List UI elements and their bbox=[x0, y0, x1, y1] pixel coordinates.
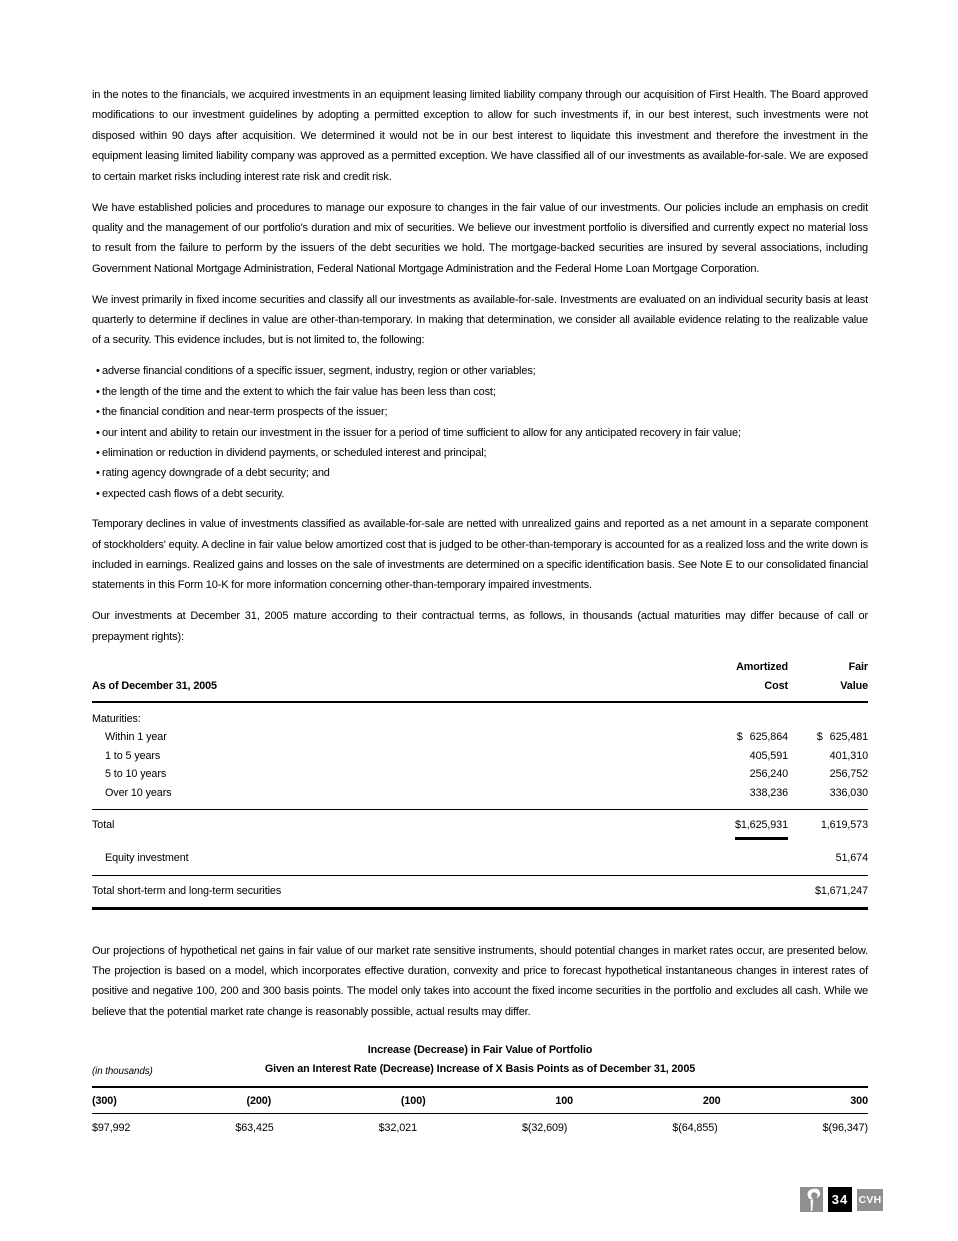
body-paragraph: Our projections of hypothetical net gains in fair value of our market rate sensitive instruments, should potential changes in market rates occur, are presented below. The projection is based on a model, which incorporates effective duration, convexity and price to forecast hypothetical instantaneous changes in interest rates of positive and negative 100, 200 and 300 basis points. The model only takes into account the fixed income securities in the portfolio and excludes all cash. While we believe that the potential market rate change is reasonably possible, actual results may differ. bbox=[92, 944, 868, 1018]
row-label: Over 10 years bbox=[105, 787, 172, 800]
table-row-header: As of December 31, 2005 bbox=[92, 679, 217, 692]
column-header: (100) bbox=[400, 1095, 426, 1108]
cell-value: 256,752 bbox=[829, 768, 868, 781]
bullet-glyph: • bbox=[96, 447, 100, 459]
column-header-amortized: Amortized bbox=[736, 660, 788, 673]
bullet-glyph: • bbox=[96, 406, 100, 419]
body-paragraph: We have established policies and procedures to manage our exposure to changes in the fair value of our investments. Our policies include an emphasis on credit quality and the management of our portfolio's duration and mix of securities. We believe our investment portfolio is diversified and currently expect no material loss to result from the failure to perform by the issuers of the debt securities we hold. The mortgage-backed securities are insured by several associations, including Government National Mortgage Administration, Federal National Mortgage Administration and the Federal Home Loan Mortgage Corporation. bbox=[92, 201, 868, 275]
bullet-item bbox=[92, 382, 868, 402]
table-title: Increase (Decrease) in Fair Value of Portfolio bbox=[367, 1044, 593, 1057]
column-header: 300 bbox=[850, 1095, 868, 1108]
table-row bbox=[92, 784, 868, 809]
page-number-badge: 34 bbox=[828, 1187, 852, 1212]
cell-value: 405,591 bbox=[749, 749, 788, 762]
table-bottom-rule bbox=[92, 907, 868, 910]
cell-value: $(96,347) bbox=[822, 1122, 868, 1135]
body-paragraph: Temporary declines in value of investments classified as available-for-sale are netted with unrealized gains and reported as a net amount in a separate component of stockholders' equity. A decline in fair value below amortized cost that is judged to be other-than-temporary is accounted for as a realized loss and the write down is included in earnings. Realized gains and losses on the sale of investments are determined on a specific identification basis. See Note E to our consolidated financial statements in this Form 10-K for more information concerning other-than-temporary impaired investments. bbox=[92, 518, 868, 592]
sensitivity-header-row bbox=[92, 1088, 868, 1113]
currency-sign: $ bbox=[816, 731, 823, 744]
bullet-text: rating agency downgrade of a debt security; and bbox=[102, 467, 330, 480]
maturities-table bbox=[92, 658, 868, 910]
column-header-value: Value bbox=[840, 679, 868, 692]
row-label: Equity investment bbox=[105, 851, 189, 864]
sensitivity-values-row bbox=[92, 1114, 868, 1140]
grand-total-row bbox=[92, 876, 868, 907]
cell-value: $(64,855) bbox=[672, 1122, 718, 1135]
body-paragraph: in the notes to the financials, we acquired investments in an equipment leasing limited liability company through our acquisition of First Health. The Board approved modifications to our investment guidelines by adopting a permitted exception to allow for such investments if, in our best interest, such investments were not disposed within 90 days after acquisition. We determined it would not be in our best interest to liquidate this investment and therefore the investment in the equipment leasing limited liability company was approved as a permitted exception. We have classified all of our investments as available-for-sale. We are exposed to certain market risks including interest rate risk and credit risk. bbox=[92, 89, 868, 183]
cell-value: 625,481 bbox=[829, 731, 868, 744]
bullet-item bbox=[92, 423, 868, 443]
equity-row bbox=[92, 840, 868, 875]
body-paragraph: We invest primarily in fixed income securities and classify all our investments as available-for-sale. Investments are evaluated on an individual security basis at least quarterly to determine if declines in value are other-than-temporary. In making that determination, we consider all available evidence relating to the realizable value of a security. This evidence includes, but is not limited to, the following: bbox=[92, 293, 868, 347]
currency-sign: $ bbox=[736, 731, 743, 744]
body-paragraph: Our investments at December 31, 2005 mature according to their contractual terms, as follows, in thousands (actual maturities may differ because of call or prepayment rights): bbox=[92, 610, 868, 643]
cell-value-underlined: $1,625,931 bbox=[735, 818, 788, 840]
cell-value: 338,236 bbox=[749, 787, 788, 800]
row-label: 1 to 5 years bbox=[105, 749, 161, 762]
cell-value: 401,310 bbox=[829, 749, 868, 762]
cell-value: 336,030 bbox=[829, 787, 868, 800]
sensitivity-table bbox=[92, 1041, 868, 1140]
table-row bbox=[92, 747, 868, 766]
column-header: 200 bbox=[702, 1095, 721, 1108]
table-subtitle: Given an Interest Rate (Decrease) Increase of X Basis Points as of December 31, 2005 bbox=[264, 1063, 696, 1076]
bullet-list bbox=[92, 361, 868, 504]
bullet-item bbox=[92, 463, 868, 483]
cell-value: 51,674 bbox=[835, 851, 868, 864]
row-label: 5 to 10 years bbox=[105, 768, 167, 781]
total-row bbox=[92, 810, 868, 840]
column-header-fair: Fair bbox=[848, 660, 868, 673]
company-logo bbox=[800, 1187, 823, 1212]
cell-value: $63,425 bbox=[235, 1122, 274, 1135]
bullet-text: elimination or reduction in dividend payments, or scheduled interest and principal; bbox=[102, 447, 487, 459]
torch-logo-icon bbox=[800, 1187, 823, 1212]
cell-value: $(32,609) bbox=[521, 1122, 568, 1135]
column-header: (300) bbox=[92, 1095, 117, 1108]
column-header: (200) bbox=[246, 1095, 272, 1108]
cell-value: $1,671,247 bbox=[814, 884, 868, 897]
column-header-cost: Cost bbox=[764, 679, 788, 692]
bullet-glyph: • bbox=[96, 467, 100, 480]
bullet-text: our intent and ability to retain our investment in the issuer for a period of time sufficient to allow for any anticipated recovery in fair value; bbox=[102, 426, 741, 439]
table-row bbox=[92, 728, 868, 747]
cell-value: $97,992 bbox=[92, 1122, 131, 1135]
column-header: 100 bbox=[555, 1095, 574, 1108]
row-label: Total short-term and long-term securities bbox=[92, 884, 282, 897]
cell-value: 1,619,573 bbox=[820, 818, 868, 831]
bullet-item bbox=[92, 443, 868, 463]
bullet-item bbox=[92, 402, 868, 422]
cell-value: 625,864 bbox=[749, 731, 788, 744]
bullet-glyph: • bbox=[96, 365, 100, 378]
row-label: Total bbox=[92, 818, 115, 831]
page-footer bbox=[800, 1187, 883, 1212]
section-label: Maturities: bbox=[92, 712, 141, 725]
bullet-text: the financial condition and near-term prospects of the issuer; bbox=[102, 406, 388, 419]
bullet-text: expected cash flows of a debt security. bbox=[102, 487, 285, 500]
bullet-text: the length of the time and the extent to which the fair value has been less than cost; bbox=[102, 385, 496, 398]
cell-value: 256,240 bbox=[749, 768, 788, 781]
row-label: Within 1 year bbox=[105, 731, 167, 744]
units-note: (in thousands) bbox=[92, 1066, 153, 1078]
document-page-body bbox=[92, 85, 868, 1140]
bullet-glyph: • bbox=[96, 385, 100, 398]
bullet-item bbox=[92, 361, 868, 381]
bullet-glyph: • bbox=[96, 426, 100, 439]
ticker-badge: CVH bbox=[857, 1189, 883, 1211]
cell-value: $32,021 bbox=[378, 1122, 417, 1135]
table-row bbox=[92, 765, 868, 784]
bullet-glyph: • bbox=[96, 487, 100, 500]
bullet-item bbox=[92, 484, 868, 504]
bullet-text: adverse financial conditions of a specific issuer, segment, industry, region or other variables; bbox=[102, 365, 536, 378]
